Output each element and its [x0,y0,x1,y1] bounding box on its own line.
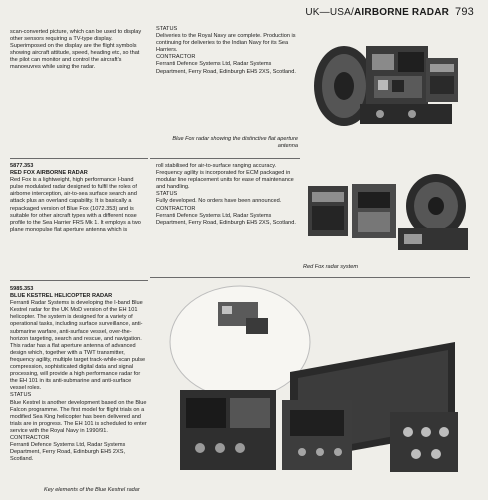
blue-fox-caption-line1: Blue Fox radar showing the distinctive flat aperture [172,136,298,142]
red-fox-title: RED FOX AIRBORNE RADAR [10,170,88,177]
blue-kestrel-caption [44,487,224,494]
intro-text: scan-converted picture, which can be used to display other sensors requiring a TV-type display. Superimposed on the display are the flight symbols showing aircraft attitude, speed, heading etc, so that the pilot can monitor and control the aircraft's manoeuvres while using the radar. [10,29,142,71]
running-head-section: AIRBORNE RADAR [354,7,450,18]
section-rule [10,280,148,281]
blue-kestrel-code: 5985.353 [10,286,34,292]
status-label: STATUS [156,26,178,32]
status-label: STATUS [156,191,178,198]
red-fox-text: Red Fox is a lightweight, high performance I-band pulse modulated radar designed to fulfil the roles of airborne interception, air-to-sea surface search and attack plus an overland capability. It is basically a repackaged version of Blue Fox (1072.353) and is suitable for other aircraft types with a different nose profile to the Sea Harrier FRS Mk 1. It employs a two plane monopulse flat aperture antenna which is [10,177,141,233]
status-text: Blue Kestrel is another development based on the Blue Falcon programme. The first model for flight trials on a modified Sea King helicopter has been delivered and trials are in progress. The EH 101 is scheduled to enter service with the Royal Navy in 1990/91. [10,399,147,434]
blue-fox-caption [150,136,298,150]
status-text: Deliveries to the Royal Navy are complete. Production is continuing for deliveries to the Indian Navy for its Sea Harriers. [156,33,296,54]
contractor-label: CONTRACTOR [156,54,196,61]
blue-fox-radar-photo [300,24,470,134]
blue-kestrel-text: Ferranti Radar Systems is developing the I-band Blue Kestrel radar for the UK MoD version of the EH 101 helicopter. The system is designed for a variety of operational tasks, including surface surveillance, anti-submarine warfare, anti-surface vessel, over-the-horizon targeting, search and rescue, and navigation. This radar has a flat aperture antenna of advanced design which, together with a TWT transmitter, frequency agility, multiple target track-while-scan pulse compression, sophisticated digital data and signal processing, will provide a high performance radar for the EH 101 in its anti-submarine and anti-surface vessel roles. [10,300,146,392]
red-fox-radar-photo [302,166,474,260]
intro-paragraph [10,29,147,72]
red-fox-radar-illustration [302,166,474,260]
red-fox-caption [302,264,358,271]
section-rule [150,277,470,278]
red-fox-cont-text: roll stabilised for air-to-surface ranging accuracy. Frequency agility is incorporated for ECM packaged in modular line replacement units for ease of maintenance and handling. [156,163,294,191]
red-fox-continued [156,163,298,227]
contractor-text: Ferranti Defence Systems Ltd, Radar Systems Department, Ferry Road, Edinburgh EH5 2XS, Scotland. [156,61,296,75]
red-fox-section [10,163,147,234]
section-rule [10,158,148,159]
contractor-label: CONTRACTOR [156,205,196,212]
blue-fox-radar-illustration [300,24,470,134]
contractor-label: CONTRACTOR [10,434,50,441]
contractor-text: Ferranti Defence Systems Ltd, Radar Systems Department, Ferry Road, Edinburgh EH5 2XS, Scotland. [156,212,296,226]
page-number: 793 [455,6,474,18]
red-fox-caption-text: Red Fox radar system [302,264,358,270]
blue-fox-status-block [156,26,296,76]
blue-kestrel-radar-photo [150,282,470,482]
section-rule [150,158,300,159]
blue-kestrel-caption-text: Key elements of the Blue Kestrel radar [44,487,140,493]
running-head [305,6,474,18]
blue-kestrel-radar-illustration [150,282,470,482]
blue-kestrel-title: BLUE KESTREL HELICOPTER RADAR [10,293,113,300]
red-fox-code: 5877.353 [10,163,34,169]
contractor-text: Ferranti Defence Systems Ltd, Radar Systems Department, Ferry Road, Edinburgh EH5 2XS, Scotland. [10,442,126,463]
status-text: Fully developed. No orders have been announced. [156,198,282,205]
running-head-region: UK—USA/ [305,7,355,18]
blue-kestrel-section [10,286,147,463]
status-label: STATUS [10,392,32,399]
blue-fox-caption-line2: antenna [277,143,298,149]
